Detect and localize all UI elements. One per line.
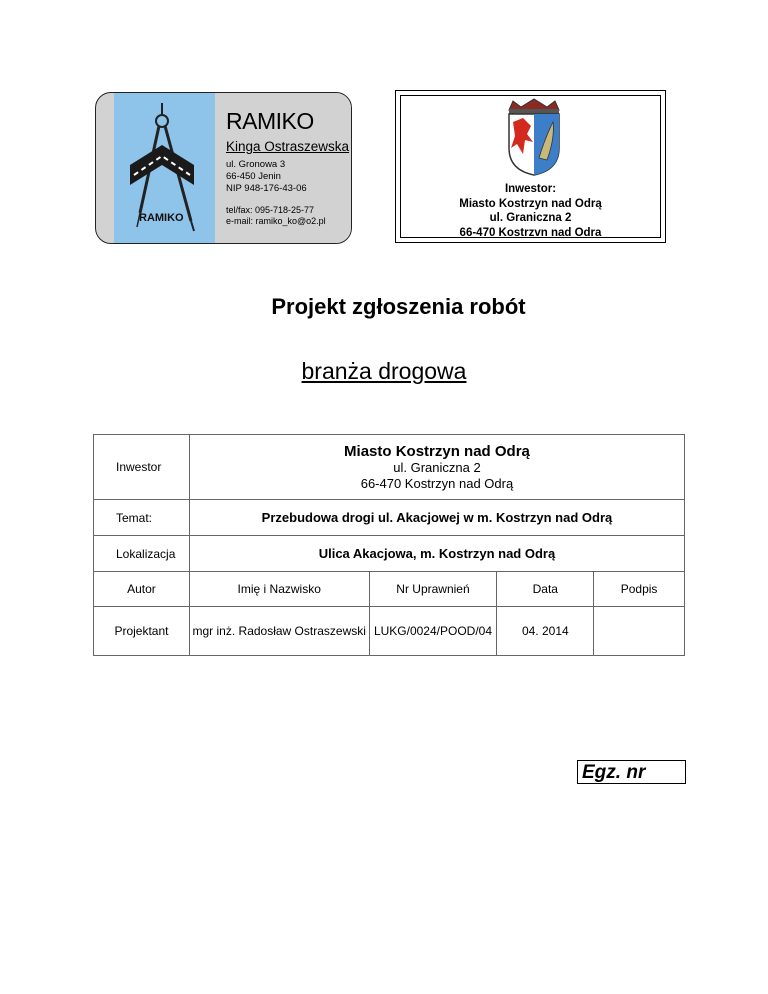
card-address-line: ul. Gronowa 3 — [226, 159, 286, 170]
header-date: Data — [497, 572, 594, 607]
card-address-line: 66-450 Jenin — [226, 171, 281, 182]
header-license: Nr Uprawnień — [369, 572, 497, 607]
compass-road-logo-icon — [96, 93, 216, 243]
designer-date: 04. 2014 — [497, 607, 594, 656]
card-address-line: NIP 948-176-43-06 — [226, 183, 307, 194]
document-subtitle: branża drogowa — [301, 358, 467, 384]
card-address — [226, 159, 307, 195]
designer-signature — [594, 607, 685, 656]
investor-box-text — [401, 182, 660, 240]
table-header-row — [94, 572, 685, 607]
location-value: Ulica Akacjowa, m. Kostrzyn nad Odrą — [189, 536, 684, 572]
topic-label: Temat: — [94, 500, 190, 536]
header-signature: Podpis — [594, 572, 685, 607]
table-row-investor — [94, 435, 685, 500]
investor-street: ul. Graniczna 2 — [393, 459, 481, 475]
card-company-name: RAMIKO — [226, 108, 314, 134]
investor-label: Inwestor — [94, 435, 190, 500]
header-author: Autor — [94, 572, 190, 607]
investor-city: 66-470 Kostrzyn nad Odrą — [360, 475, 514, 491]
card-logo-text: RAMIKO — [139, 212, 184, 224]
designer-license: LUKG/0024/POOD/04 — [369, 607, 497, 656]
investor-box-label: Inwestor: — [504, 183, 557, 195]
card-owner-name: Kinga Ostraszewska — [226, 139, 350, 154]
investor-box-city: 66-470 Kostrzvn nad Odra — [459, 226, 602, 239]
table-row-topic — [94, 500, 685, 536]
location-label: Lokalizacja — [94, 536, 190, 572]
table-row-designer — [94, 607, 685, 656]
card-contact — [226, 205, 326, 227]
card-email: e-mail: ramiko_ko@o2.pl — [226, 216, 326, 226]
copy-number-box: Egz. nr — [577, 760, 686, 784]
investor-box-inner-frame — [400, 95, 661, 238]
investor-details — [189, 435, 684, 500]
business-card — [95, 92, 352, 244]
document-title: Projekt zgłoszenia robót — [271, 294, 526, 319]
coat-of-arms-icon — [501, 98, 567, 176]
designer-name: mgr inż. Radosław Ostraszewski — [189, 607, 369, 656]
designer-role: Projektant — [94, 607, 190, 656]
topic-value: Przebudowa drogi ul. Akacjowej w m. Kostrzyn nad Odrą — [189, 500, 684, 536]
header-name: Imię i Nazwisko — [189, 572, 369, 607]
project-info-table — [93, 434, 685, 656]
investor-name: Miasto Kostrzyn nad Odrą — [344, 442, 530, 460]
card-phone: tel/fax: 095-718-25-77 — [226, 205, 315, 215]
investor-box — [395, 90, 666, 243]
investor-box-street: ul. Graniczna 2 — [489, 212, 572, 224]
table-row-location — [94, 536, 685, 572]
investor-box-name: Miasto Kostrzyn nad Odrą — [459, 197, 602, 210]
